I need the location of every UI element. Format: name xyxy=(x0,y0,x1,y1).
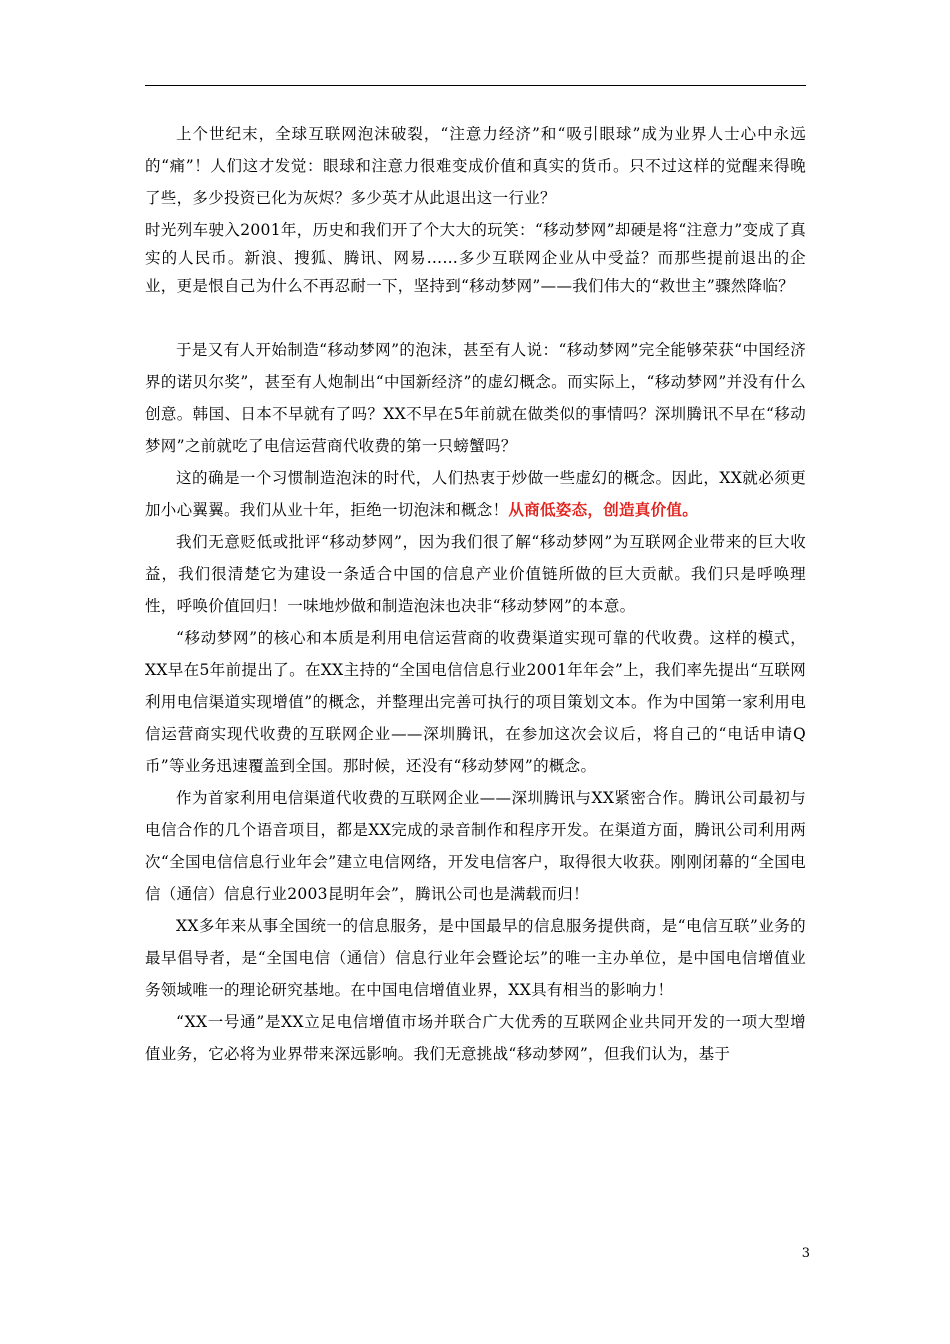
paragraph-1: 上个世纪末，全球互联网泡沫破裂，“注意力经济”和“吸引眼球”成为业界人士心中永远的“痛”！人们这才发觉：眼球和注意力很难变成价值和真实的货币。只不过这样的觉醒来得晚了些，多少投资已化为灰烬？多少英才从此退出这一行业？ xyxy=(145,125,806,207)
body-text xyxy=(145,118,806,1070)
paragraph-7: 作为首家利用电信渠道代收费的互联网企业——深圳腾讯与XX紧密合作。腾讯公司最初与电信合作的几个语音项目，都是XX完成的录音制作和程序开发。在渠道方面，腾讯公司利用两次“全国电信信息行业年会”建立电信网络，开发电信客户，取得很大收获。刚刚闭幕的“全国电信（通信）信息行业2003昆明年会”，腾讯公司也是满载而归！ xyxy=(145,789,806,903)
paragraph-3: 于是又有人开始制造“移动梦网”的泡沫，甚至有人说：“移动梦网”完全能够荣获“中国经济界的诺贝尔奖”，甚至有人炮制出“中国新经济”的虚幻概念。而实际上，“移动梦网”并没有什么创意。韩国、日本不早就有了吗？XX不早在5年前就在做类似的事情吗？深圳腾讯不早在“移动梦网”之前就吃了电信运营商代收费的第一只螃蟹吗？ xyxy=(145,341,806,455)
paragraph-gap xyxy=(145,300,806,334)
paragraph-5: 我们无意贬低或批评“移动梦网”，因为我们很了解“移动梦网”为互联网企业带来的巨大收益，我们很清楚它为建设一条适合中国的信息产业价值链所做的巨大贡献。我们只是呼唤理性，呼唤价值回归！一味地炒做和制造泡沫也决非“移动梦网”的本意。 xyxy=(145,533,806,615)
paragraph-4-text: 这的确是一个习惯制造泡沫的时代，人们热衷于炒做一些虚幻的概念。因此，XX就必须更加小心翼翼。我们从业十年，拒绝一切泡沫和概念！ xyxy=(145,469,806,519)
paragraph-4 xyxy=(145,462,806,526)
page-number: 3 xyxy=(801,1246,810,1261)
paragraph-6: “移动梦网”的核心和本质是利用电信运营商的收费渠道实现可靠的代收费。这样的模式，XX早在5年前提出了。在XX主持的“全国电信信息行业2001年年会”上，我们率先提出“互联网利用电信渠道实现增值”的概念，并整理出完善可执行的项目策划文本。作为中国第一家利用电信运营商实现代收费的互联网企业——深圳腾讯，在参加这次会议后，将自己的“电话申请Q币”等业务迅速覆盖到全国。那时候，还没有“移动梦网”的概念。 xyxy=(145,629,806,775)
header-rule xyxy=(145,85,806,86)
paragraph-9: “XX一号通”是XX立足电信增值市场并联合广大优秀的互联网企业共同开发的一项大型增值业务，它必将为业界带来深远影响。我们无意挑战“移动梦网”，但我们认为，基于 xyxy=(145,1013,806,1063)
paragraph-2: 时光列车驶入2001年，历史和我们开了个大大的玩笑：“移动梦网”却硬是将“注意力”变成了真实的人民币。新浪、搜狐、腾讯、网易……多少互联网企业从中受益？而那些提前退出的企业，更是恨自己为什么不再忍耐一下，坚持到“移动梦网”——我们伟大的“救世主”骤然降临？ xyxy=(145,221,806,295)
paragraph-8: XX多年来从事全国统一的信息服务，是中国最早的信息服务提供商，是“电信互联”业务的最早倡导者，是“全国电信（通信）信息行业年会暨论坛”的唯一主办单位，是中国电信增值业务领域唯一的理论研究基地。在中国电信增值业界，XX具有相当的影响力！ xyxy=(145,917,806,999)
highlight-slogan: 从商低姿态，创造真价值。 xyxy=(508,500,699,519)
